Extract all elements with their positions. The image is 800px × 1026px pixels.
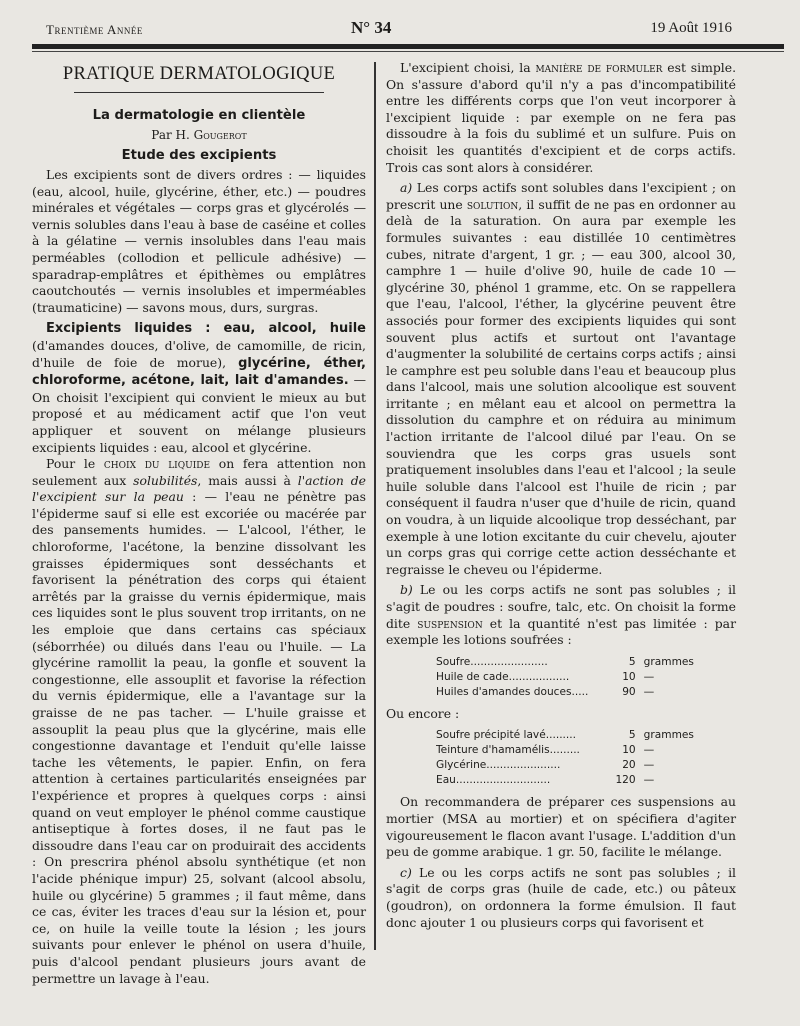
column-divider [374,62,376,950]
heading-liquid-list: glycérine, éther, chloroforme, acétone, lait, lait d'amandes. [32,355,366,389]
header-rule-thick [32,44,784,49]
recipe-lotion-soufree-2 [436,728,696,788]
recipe-row: Huiles d'amandes douces..... 90 — [436,685,655,698]
recipe-row: Huile de cade.................. 10 — [436,670,655,683]
volume-label: Trentième Année [46,22,143,37]
paragraph-excipients-liquides: Excipients liquides : eau, alcool, huile (d'amandes douces, d'olive, de camomille, de ricin, d'huile de foie de morue), glycérine, éther, chloroforme, acétone, lait, lait d'amandes. — On choisit l'excipient qui convient le mieux au but proposé et au médicament actif que l'on veut appliquer et souvent on mélange plusieurs excipients liquides : eau, alcool et glycérine. [32,321,366,455]
issue-number: N° 34 [351,18,392,37]
byline-prefix: Par H. [151,128,190,142]
paragraph-maniere-de-formuler: L'excipient choisi, la manière de formuler est simple. On s'assure d'abord qu'il n'y a pas d'incompatibilité entre les différents corps que l'on veut incorporer à l'excipient liquide : par exemple on ne fera pas dissoudre à la fois du sublimé et un sulfure. Puis on choisit les quantités d'excipient et de corps actifs. Trois cas sont alors à considérer. [386,60,737,175]
section-title-underline [74,92,324,93]
heading-excipients-liquides: Excipients liquides : eau, alcool, huile [46,321,366,337]
paragraph-suspensions: On recommandera de préparer ces suspensions au mortier (MSA au mortier) et on spécifiera d'agiter vigoureusement le flacon avant l'usage. L'addition d'un peu de gomme arabique. 1 gr. 50, facilite le mélange. [386,794,736,860]
section-title: PRATIQUE DERMATOLOGIQUE [62,64,336,84]
paragraph-case-b: b) Le ou les corps actifs ne sont pas solubles ; il s'agit de poudres : soufre, talc, etc. On choisit la forme dite suspension et la quantité n'est pas limitée : par exemple les lotions soufrées : [386,582,736,648]
recipe-row: Soufre précipité lavé......... 5 grammes [436,729,694,742]
right-column [386,60,736,931]
paragraph-case-a: a) Les corps actifs sont solubles dans l'excipient ; on prescrit une solution, il suffit de ne pas en ordonner au delà de la saturation. On aura par exemple les formules suivantes : eau distillée 10 centimètres cubes, nitrate d'argent, 1 gr. ; — eau 300, alcool 30, camphre 1 — huile d'olive 90, huile de cade 10 — glycérine 30, phénol 1 gramme, etc. On se rappellera que l'eau, l'alcool, l'éther, la glycérine peuvent être associés pour former des excipients liquides qui sont souvent plus actifs et surtout ont l'avantage d'augmenter la solubilité de certains corps actifs ; ainsi le camphre est peu soluble dans l'eau et beaucoup plus dans l'alcool, mais une solution alcoolique est souvent irritante ; en mêlant eau et alcool on permettra la dissolution du camphre et on réduira au minimum l'action irritante de l'alcool dilué par l'eau. On se souviendra que les corps gras usuels sont pratiquement insolubles dans l'eau et l'alcool ; la seule huile soluble dans l'alcool est l'huile de ricin ; par conséquent il faudra n'user que d'huile de ricin, quand on voudra, à un liquide alcoolique trop desséchant, par exemple à une lotion excitante du cuir chevelu, ajouter un corps gras qui corrige cette action desséchante et regraisse le cheveu ou l'épiderme. [386,180,736,577]
recipe-row: Eau............................ 120 — [436,774,655,787]
issue-date: 19 Août 1916 [650,20,732,36]
header-rule-thin [32,51,784,52]
ou-encore-label: Ou encore : [386,705,460,721]
recipe-lotion-soufree-1 [436,655,696,700]
paragraph-choix-du-liquide: Pour le choix du liquide on fera attention non seulement aux solubilités, mais aussi à l'action de l'excipient sur la peau : — l'eau ne pénètre pas l'épiderme sauf si elle est excoriée ou macérée par des pansements humides. — L'alcool, l'éther, le chloroforme, l'acétone, la benzine dissolvant les graisses épidermiques sont desséchants et favorisent la pénétration des corps qui étaient arrêtés par la graisse du vernis épidermique, mais ces liquides sont le plus souvent trop irritants, on ne les emploie que dans certains cas spéciaux (séborrhée) ou dilués dans l'eau ou l'huile. — La glycérine ramollit la peau, la gonfle et souvent la congestionne, elle assouplit et favorise la réfection du vernis épidermique, elle a l'avantage sur la graisse de ne pas tacher. — L'huile graisse et assouplit la peau plus que la glycérine, mais elle congestionne davantage et l'enduit qu'elle laisse tache les vêtements, le papier. Enfin, on fera attention à certaines particularités enseignées par l'expérience et propres à quelques corps : ainsi quand on veut employer le phénol comme caustique antiseptique à fortes doses, il ne faut pas le dissoudre dans l'eau car on produirait des accidents : On prescrira phénol absolu synthétique (et non l'acide phénique impur) 25, solvant (alcool absolu, huile ou glycérine) 5 grammes ; il faut même, dans ce cas, éviter les traces d'eau sur la lésion et, pour ce, on huile la veille toute la lésion ; les jours suivants pour enlever le phénol on usera d'huile, puis d'alcool pendant plusieurs jours avant de permettre un lavage à l'eau. [32,456,367,986]
left-column [32,60,366,987]
byline [32,127,366,143]
recipe-row: Glycérine...................... 20 — [436,759,655,772]
article-title: La dermatologie en clientèle [92,108,306,123]
paragraph-excipients-intro: Les excipients sont de divers ordres : — liquides (eau, alcool, huile, glycérine, éther, etc.) — poudres minérales et végétales — corps gras et glycérolés — vernis solubles dans l'eau à base de caséine et colles à la gélatine — vernis insolubles dans l'eau mais perméables (collodion et pellicule adhésive) — sparadrap-emplâtres et épithèmes ou emplâtres caoutchoutés — vernis insolubles et imperméables (traumaticine) — savons mous, durs, surgras. [32,167,366,315]
author-name: Gougerot [193,128,247,142]
recipe-row: Soufre....................... 5 grammes [436,655,694,668]
paragraph-case-c: c) Le ou les corps actifs ne sont pas solubles ; il s'agit de corps gras (huile de cade, etc.) ou pâteux (goudron), on ordonnera la forme émulsion. Il faut donc ajouter 1 ou plusieurs corps qui favorisent et [386,864,736,930]
recipe-row: Teinture d'hamamélis......... 10 — [436,744,655,757]
page-header [46,18,732,40]
article-subtitle: Etude des excipients [121,148,277,163]
